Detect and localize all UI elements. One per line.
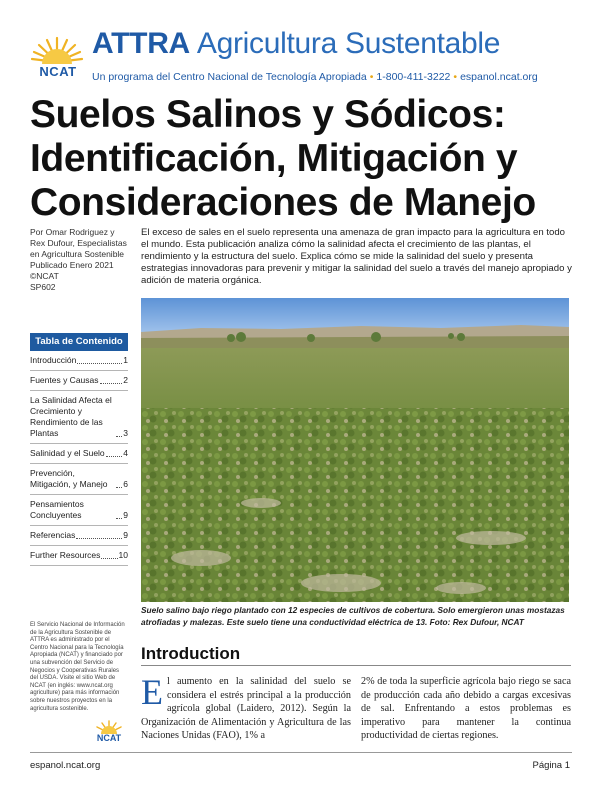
toc-item-page: 2 <box>123 375 128 385</box>
field-photo <box>141 298 569 602</box>
tagline-phone[interactable]: 1-800-411-3222 <box>376 71 451 83</box>
toc-item-salinidad-suelo[interactable] <box>30 444 128 464</box>
photo-caption: Suelo salino bajo riego plantado con 12 especies de cultivos de cobertura. Solo emergieron unas mostazas atrofiadas y malezas. Este suelo tiene una conductividad eléctrica de 13. Foto: Rex Dufour, NCAT <box>141 605 565 627</box>
toc-list <box>30 351 128 566</box>
toc-item-page: 9 <box>123 510 128 520</box>
toc-leader <box>106 456 123 457</box>
toc-item-introduccion[interactable] <box>30 351 128 371</box>
body-text-1: l aumento en la salinidad del suelo se considera el estrés principal a la producción agrícola global (Laidero, 2012). Según la Organización de Alimentación y Agricultura de las Naciones Unidas (FAO), 1% a <box>141 676 351 742</box>
body-column-1 <box>141 672 351 743</box>
bullet-dot: • <box>453 71 458 83</box>
toc-leader <box>116 518 122 519</box>
toc-item-fuentes[interactable] <box>30 371 128 391</box>
toc-item-prevencion[interactable] <box>30 464 128 495</box>
intro-paragraph: El exceso de sales en el suelo representa una amenaza de gran impacto para la agricultura en todo el mundo. Esta publicación analiza cómo la salinidad afecta el crecimiento de las plantas, el rendimiento y la estructura del suelo. Explica cómo se mide la salinidad del suelo y presenta estrategias innovadoras para prevenir y mitigar la salinidad del suelo a través del manejo apropiado y adición de materia orgánica. <box>141 227 572 286</box>
toc-item-page: 9 <box>123 530 128 540</box>
ncat-small-logo-text: NCAT <box>96 733 122 743</box>
toc-leader <box>101 558 117 559</box>
ncat-logo-text: NCAT <box>39 64 77 79</box>
byline <box>30 227 130 293</box>
sun-icon <box>30 34 84 64</box>
toc-item-label: Introducción <box>30 355 77 365</box>
tagline-org: Un programa del Centro Nacional de Tecnología Apropiada <box>92 71 367 83</box>
brand-title <box>92 28 500 60</box>
toc-leader <box>77 363 122 364</box>
toc-item-label: Pensamientos Concluyentes <box>30 499 84 520</box>
table-of-contents <box>30 333 128 566</box>
toc-leader <box>100 383 123 384</box>
footer-page-number: Página 1 <box>532 760 570 771</box>
bullet-dot: • <box>369 71 374 83</box>
tagline <box>92 71 538 83</box>
body-column-2 <box>361 675 571 743</box>
toc-item-label: Prevención, Mitigación, y Manejo <box>30 468 108 489</box>
toc-item-page: 1 <box>123 355 128 365</box>
toc-heading: Tabla de Contenido <box>30 333 128 351</box>
toc-item-page: 3 <box>123 428 128 438</box>
tagline-site[interactable]: espanol.ncat.org <box>460 71 538 83</box>
toc-item-page: 6 <box>123 479 128 489</box>
toc-item-label: La Salinidad Afecta el Crecimiento y Rendimiento de las Plantas <box>30 395 112 438</box>
footer-divider <box>30 752 572 753</box>
ncat-logo <box>30 34 84 80</box>
byline-line: ©NCAT <box>30 271 59 281</box>
toc-item-further-resources[interactable] <box>30 546 128 566</box>
toc-item-salinidad-afecta[interactable] <box>30 391 128 444</box>
attra-side-note: El Servicio Nacional de Información de la Agricultura Sostenible de ATTRA es administrado por el Centro Nacional para la Tecnología Apropiada (NCAT) y financiado por una subvención del Servicio de Negocios y Cooperativas Rurales del USDA. Visite el sitio Web de NCAT (en inglés: www.ncat.org agriculture) para más información sobre nuestros proyectos en la agricultura sostenible. <box>30 622 125 712</box>
byline-line: SP602 <box>30 282 56 292</box>
saline-field-image <box>141 298 569 602</box>
byline-line: en Agricultura Sostenible <box>30 249 125 259</box>
byline-line: Por Omar Rodriguez y <box>30 227 115 237</box>
document-title: Suelos Salinos y Sódicos: Identificación, Mitigación y Consideraciones de Manejo <box>30 93 536 224</box>
brand-main: ATTRA <box>92 27 189 60</box>
sun-icon <box>88 720 130 734</box>
toc-item-label: Referencias <box>30 530 76 540</box>
drop-cap: E <box>141 672 163 712</box>
ncat-small-logo <box>88 720 130 746</box>
toc-item-label: Further Resources <box>30 550 101 560</box>
toc-item-label: Fuentes y Causas <box>30 375 99 385</box>
toc-leader <box>116 436 122 437</box>
byline-line: Rex Dufour, Especialistas <box>30 238 127 248</box>
section-divider <box>141 665 571 666</box>
toc-item-referencias[interactable] <box>30 526 128 546</box>
brand-sub: Agricultura Sustentable <box>196 27 501 60</box>
body-text-2: 2% de toda la superficie agrícola bajo riego se saca de producción cada año debido a cargas excesivas de sal. Enfrentando a estos problemas es imperativo para mantener la continua productividad de ciertas regiones. <box>361 676 571 742</box>
toc-leader <box>116 487 122 488</box>
byline-line: Publicado Enero 2021 <box>30 260 114 270</box>
toc-item-pensamientos[interactable] <box>30 495 128 526</box>
section-heading: Introduction <box>141 644 241 663</box>
toc-item-page: 4 <box>123 448 128 458</box>
toc-leader <box>76 538 122 539</box>
footer-url[interactable]: espanol.ncat.org <box>30 760 101 771</box>
toc-item-page: 10 <box>118 550 128 560</box>
toc-item-label: Salinidad y el Suelo <box>30 448 105 458</box>
